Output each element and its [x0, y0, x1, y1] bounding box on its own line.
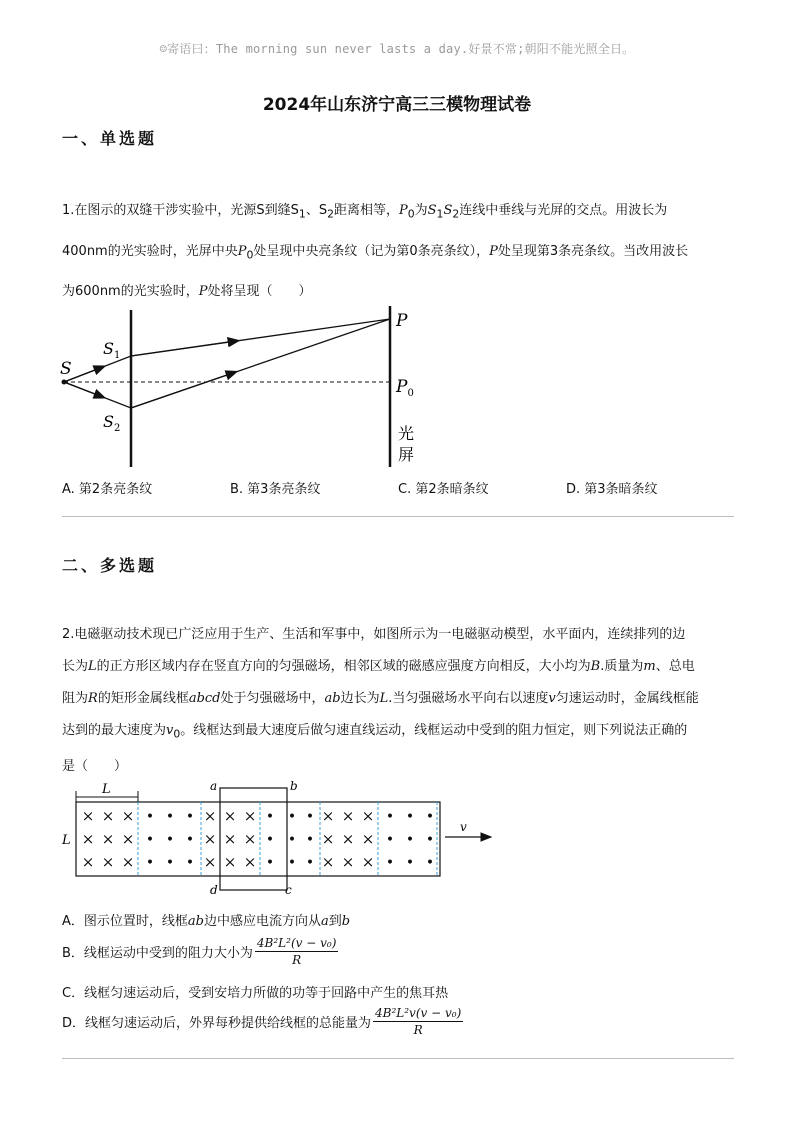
field-out-of-page-mark: •	[185, 855, 195, 871]
label-b: b	[290, 780, 298, 793]
label-l-top: L	[102, 782, 111, 797]
option-b[interactable]: B. 第3条亮条纹	[230, 482, 321, 497]
question-1-options	[62, 478, 742, 497]
field-out-of-page-mark: •	[405, 832, 415, 848]
field-out-of-page-mark: •	[265, 832, 275, 848]
field-out-of-page-mark: •	[287, 832, 297, 848]
field-into-page-mark: ×	[341, 830, 355, 848]
field-into-page-mark: ×	[341, 853, 355, 871]
field-into-page-mark: ×	[341, 807, 355, 825]
field-into-page-mark: ×	[361, 807, 375, 825]
field-into-page-mark: ×	[223, 830, 237, 848]
field-into-page-mark: ×	[243, 830, 257, 848]
field-out-of-page-mark: •	[165, 809, 175, 825]
field-out-of-page-mark: •	[405, 855, 415, 871]
field-out-of-page-mark: •	[265, 809, 275, 825]
formula-b: $\frac{\text{4B²L²(v − v₀)}}{R}$	[256, 936, 337, 967]
field-out-of-page-mark: •	[185, 832, 195, 848]
electromagnetic-drive-diagram	[60, 780, 500, 895]
option-c[interactable]: C．线框匀速运动后，受到安培力所做的功等于回路中产生的焦耳热	[62, 986, 449, 1001]
field-out-of-page-mark: •	[425, 855, 435, 871]
question-2	[62, 619, 742, 783]
field-into-page-mark: ×	[223, 853, 237, 871]
label-d: d	[210, 883, 218, 895]
field-into-page-mark: ×	[81, 853, 95, 871]
field-into-page-mark: ×	[321, 807, 335, 825]
section-heading-single-choice: 一、单选题	[62, 129, 158, 148]
field-into-page-mark: ×	[81, 830, 95, 848]
question-1-line-2: 400nm的光实验时，光屏中央$P_0$处呈现中央亮条纹（记为第0条亮条纹），P处呈现第3条亮条纹。当改用波长	[62, 243, 689, 262]
divider	[62, 516, 734, 517]
double-slit-diagram	[58, 302, 430, 472]
field-into-page-mark: ×	[101, 830, 115, 848]
arrow-s2-to-p	[131, 372, 236, 408]
question-2-line-2: 长为L的正方形区域内存在竖直方向的匀强磁场，相邻区域的磁感应强度方向相反，大小均为B.质量为m、总电	[62, 659, 695, 674]
label-s2: $S_2$	[103, 412, 121, 434]
field-into-page-mark: ×	[203, 807, 217, 825]
field-out-of-page-mark: •	[145, 809, 155, 825]
label-l-left: L	[62, 833, 71, 848]
option-b[interactable]: B．线框运动中受到的阻力大小为 $\frac{\text{4B²L²(v − v₀)}}{R}$	[62, 936, 337, 967]
field-into-page-mark: ×	[101, 807, 115, 825]
field-into-page-mark: ×	[321, 853, 335, 871]
field-out-of-page-mark: •	[425, 809, 435, 825]
label-a: a	[210, 780, 218, 793]
field-out-of-page-mark: •	[145, 855, 155, 871]
question-1	[62, 192, 742, 310]
field-into-page-mark: ×	[223, 807, 237, 825]
field-into-page-mark: ×	[203, 830, 217, 848]
option-c[interactable]: C. 第2条暗条纹	[398, 482, 489, 497]
question-2-line-4: 达到的最大速度为$v_0$。线框达到最大速度后做匀速直线运动，线框运动中受到的阻力恒定，则下列说法正确的	[62, 723, 688, 741]
field-into-page-mark: ×	[243, 807, 257, 825]
field-out-of-page-mark: •	[185, 809, 195, 825]
field-into-page-mark: ×	[81, 807, 95, 825]
field-into-page-mark: ×	[203, 853, 217, 871]
option-a[interactable]: A. 第2条亮条纹	[62, 482, 153, 497]
field-into-page-mark: ×	[121, 853, 135, 871]
question-2-line-5: 是（ ）	[62, 758, 128, 774]
label-s1: $S_1$	[103, 339, 121, 361]
label-p0: $P_0$	[396, 377, 414, 399]
label-screen-1: 光	[398, 424, 415, 443]
field-out-of-page-mark: •	[305, 855, 315, 871]
field-out-of-page-mark: •	[165, 855, 175, 871]
field-into-page-mark: ×	[361, 853, 375, 871]
field-out-of-page-mark: •	[145, 832, 155, 848]
question-2-line-3: 阻为R的矩形金属线框abcd处于匀强磁场中，ab边长为L.当匀强磁场水平向右以速度v匀速运动时，金属线框能	[62, 691, 699, 706]
question-1-line-1: 1.在图示的双缝干涉实验中，光源S到缝$S_1$、$S_2$距离相等，$P_0$为$S_1S_2$连线中垂线与光屏的交点。用波长为	[62, 203, 668, 221]
field-marks	[82, 807, 434, 871]
field-out-of-page-mark: •	[305, 809, 315, 825]
field-out-of-page-mark: •	[287, 855, 297, 871]
field-out-of-page-mark: •	[425, 832, 435, 848]
label-c: c	[285, 883, 292, 895]
field-into-page-mark: ×	[321, 830, 335, 848]
field-out-of-page-mark: •	[385, 809, 395, 825]
field-out-of-page-mark: •	[265, 855, 275, 871]
field-out-of-page-mark: •	[385, 855, 395, 871]
field-out-of-page-mark: •	[305, 832, 315, 848]
field-into-page-mark: ×	[121, 830, 135, 848]
field-into-page-mark: ×	[361, 830, 375, 848]
field-into-page-mark: ×	[121, 807, 135, 825]
label-screen-2: 屏	[398, 445, 415, 464]
option-d[interactable]: D．线框匀速运动后，外界每秒提供给线框的总能量为 $\frac{\text{4B²L²v(v − v₀)}}{R}$	[62, 1006, 462, 1037]
field-out-of-page-mark: •	[287, 809, 297, 825]
arrow-source-to-s2	[64, 382, 104, 398]
formula-d: $\frac{\text{4B²L²v(v − v₀)}}{R}$	[375, 1006, 462, 1037]
page-title: 2024年山东济宁高三三模物理试卷	[262, 95, 532, 115]
arrow-s1-to-p	[131, 341, 238, 356]
label-p: P	[396, 311, 408, 331]
section-heading-multiple-choice: 二、多选题	[62, 556, 158, 575]
field-into-page-mark: ×	[243, 853, 257, 871]
option-d[interactable]: D. 第3条暗条纹	[566, 482, 658, 497]
motto: ☺寄语曰：The morning sun never lasts a day.好景不常;朝阳不能光照全日。	[159, 42, 635, 56]
field-out-of-page-mark: •	[385, 832, 395, 848]
question-1-line-3: 为600nm的光实验时，P处将呈现（ ）	[62, 284, 312, 300]
label-s: S	[60, 359, 72, 379]
question-2-line-1: 2.电磁驱动技术现已广泛应用于生产、生活和军事中，如图所示为一电磁驱动模型，水平面内，连续排列的边	[62, 627, 686, 642]
label-v: v	[460, 820, 467, 834]
option-a[interactable]: A．图示位置时，线框ab边中感应电流方向从a到b	[62, 914, 351, 929]
field-out-of-page-mark: •	[165, 832, 175, 848]
field-into-page-mark: ×	[101, 853, 115, 871]
field-out-of-page-mark: •	[405, 809, 415, 825]
divider	[62, 1058, 734, 1059]
